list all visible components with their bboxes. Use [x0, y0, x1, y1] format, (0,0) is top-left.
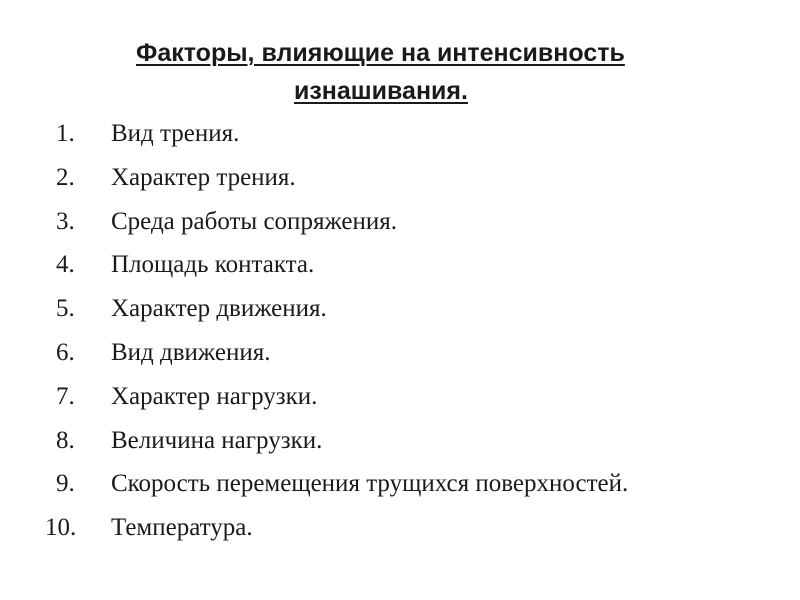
title-line-1: Факторы, влияющие на интенсивность [136, 39, 625, 67]
list-item-number: 4. [56, 251, 75, 279]
list-item-number: 6. [56, 338, 75, 366]
list-item-text: Величина нагрузки. [111, 426, 323, 454]
list-item-text: Температура. [111, 514, 253, 542]
list-item-number: 8. [56, 426, 75, 454]
list-item-number: 1. [56, 120, 75, 147]
list-item-text: Вид движения. [111, 338, 271, 366]
list-item-number: 7. [56, 382, 75, 410]
list-item-number: 9. [56, 470, 75, 498]
list-item-text: Характер движения. [111, 295, 327, 323]
list-item-number: 3. [56, 207, 75, 235]
title-line-2: изнашивания. [294, 77, 468, 105]
list-item-number: 2. [56, 163, 75, 191]
list-item-text: Площадь контакта. [111, 251, 315, 279]
list-item-text: Вид трения. [111, 120, 240, 147]
list-item-text: Характер трения. [111, 163, 296, 191]
slide-title [0, 34, 800, 110]
list-item-number: 5. [56, 295, 75, 323]
list-item-text: Скорость перемещения трущихся поверхностей. [111, 470, 629, 498]
list-item-number: 10. [45, 514, 77, 542]
list-item-text: Характер нагрузки. [111, 382, 318, 410]
list-item-text: Среда работы сопряжения. [111, 207, 397, 235]
